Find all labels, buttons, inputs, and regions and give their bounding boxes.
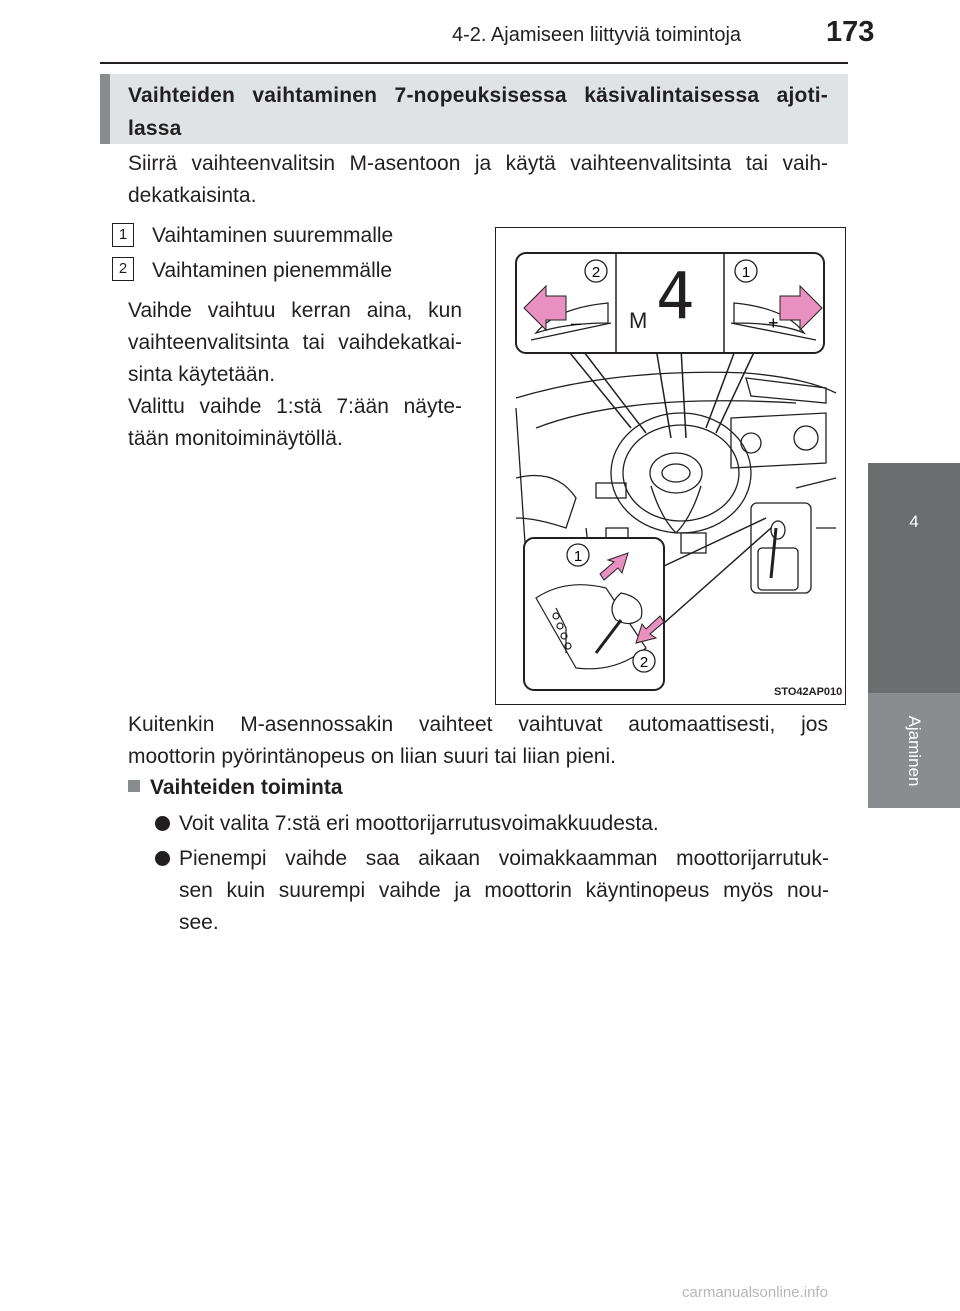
- note-line: moottorin pyörintänopeus on liian suuri tai liian pieni.: [128, 745, 616, 768]
- chapter-number: 4: [909, 512, 919, 531]
- dashboard-drawing: [496, 228, 844, 703]
- shift-description: [128, 295, 462, 391]
- bullet-line: sen kuin suurempi vaihde ja moottorin käyntinopeus myös nou-: [179, 879, 829, 902]
- plus-sign: +: [768, 313, 779, 333]
- section-title-box: [100, 74, 848, 144]
- dashboard-illustration: [495, 227, 846, 705]
- bullet-line: see.: [179, 911, 219, 934]
- steering-wheel-outer: [611, 413, 751, 533]
- callout-number: 1: [573, 548, 583, 565]
- title-accent-bar: [100, 74, 110, 144]
- intro-line: Siirrä vaihteenvalitsin M-asentoon ja käytä vaihteenvalitsinta tai vaih-: [128, 152, 828, 175]
- chapter-tab: [868, 463, 960, 693]
- desc-line: vaihteenvalitsinta tai vaihdekatkai-: [128, 331, 462, 354]
- display-gear-number: 4: [656, 260, 695, 334]
- automatic-shift-note: [128, 709, 828, 773]
- callout-number: 2: [639, 654, 649, 671]
- gear-display-description: [128, 391, 462, 455]
- desc-line: Valittu vaihde 1:stä 7:ään näyte-: [128, 395, 462, 418]
- callout-number: 2: [591, 264, 601, 281]
- item-number-badge: 2: [112, 257, 134, 281]
- intro-paragraph: [128, 148, 828, 212]
- callout-number: 1: [741, 264, 751, 281]
- item-downshift-label: Vaihtaminen pienemmälle: [152, 259, 393, 282]
- minus-sign: –: [571, 313, 582, 333]
- desc-line: Vaihde vaihtuu kerran aina, kun: [128, 299, 462, 322]
- item-upshift-label: Vaihtaminen suuremmalle: [152, 224, 394, 247]
- bullet-line: Pienempi vaihde saa aikaan voimakkaamman moottorijarrutuk-: [179, 847, 829, 870]
- sub-heading-text: Vaihteiden toiminta: [150, 776, 343, 799]
- section-title-line: lassa: [128, 117, 182, 140]
- sub-heading: [128, 776, 343, 800]
- item-number-badge: 1: [112, 223, 134, 247]
- bullet-line: Voit valita 7:stä eri moottorijarrutusvoimakkuudesta.: [179, 812, 659, 835]
- bullet-dot-icon: [155, 851, 170, 866]
- section-title-line: Vaihteiden vaihtaminen 7-nopeuksisessa käsivalintaisessa ajoti-: [128, 84, 828, 107]
- figure-id: STO42AP010: [774, 686, 843, 698]
- dashboard-line: [516, 372, 836, 398]
- desc-line: sinta käytetään.: [128, 363, 276, 386]
- bullet-dot-icon: [155, 816, 170, 831]
- watermark: carmanualsonline.info: [682, 1284, 828, 1301]
- section-title: [128, 79, 828, 145]
- desc-line: tään monitoiminäytöllä.: [128, 427, 343, 450]
- square-bullet-icon: [128, 780, 140, 792]
- page-number: 173: [826, 16, 875, 48]
- header-section-title: 4-2. Ajamiseen liittyviä toimintoja: [452, 24, 742, 46]
- header-rule: [100, 62, 848, 64]
- intro-line: dekatkaisinta.: [128, 184, 257, 207]
- display-m-letter: M: [629, 308, 648, 333]
- chapter-label-box: [868, 693, 960, 808]
- chapter-label: Ajaminen: [905, 715, 924, 787]
- note-line: Kuitenkin M-asennossakin vaihteet vaihtuvat automaattisesti, jos: [128, 713, 828, 736]
